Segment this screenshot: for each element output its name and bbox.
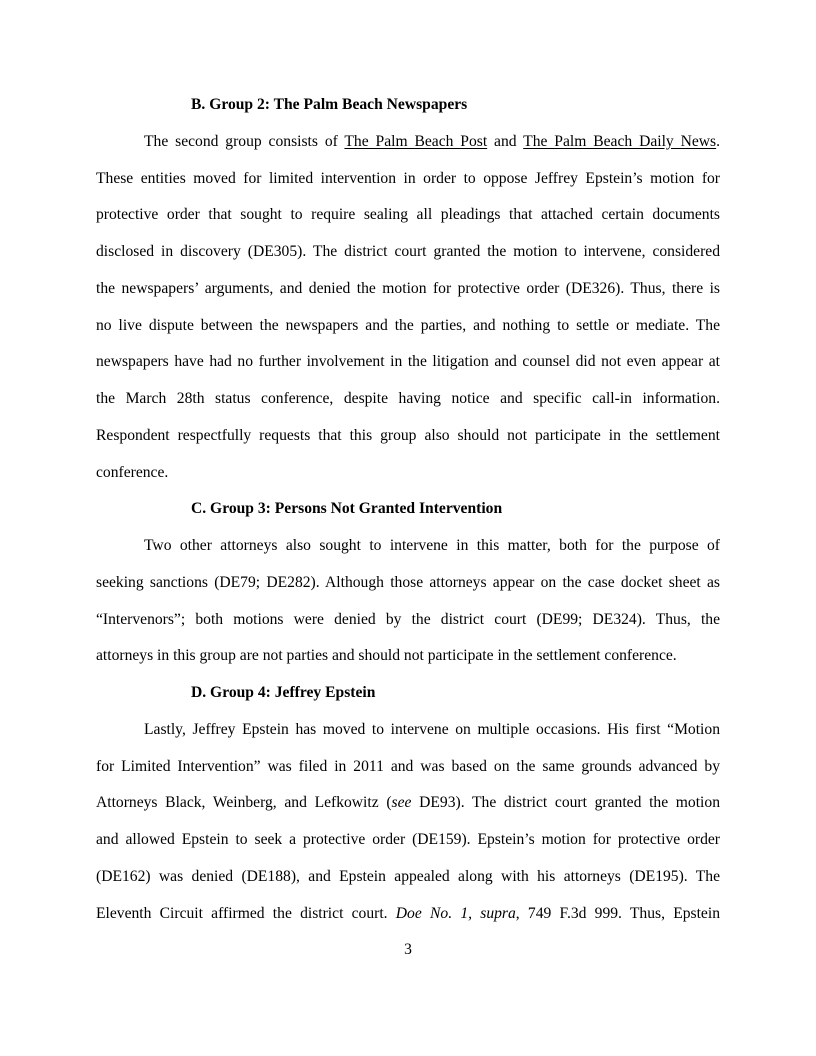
paragraph-line	[96, 242, 720, 262]
text-run: newspapers have had no further involvement in the litigation and counsel did not even appear at	[96, 353, 720, 371]
paragraph-line	[96, 205, 720, 225]
underlined-title: The Palm Beach Daily News	[523, 132, 717, 150]
paragraph-line	[96, 646, 720, 666]
paragraph-line	[144, 536, 720, 556]
paragraph-line	[96, 573, 720, 593]
text-run: , 749 F.3d 999. Thus, Epstein	[515, 904, 720, 922]
text-run: Two other attorneys also sought to intervene in this matter, both for the purpose of	[144, 537, 720, 554]
underlined-title: The Palm Beach Post	[344, 132, 488, 150]
paragraph-line	[96, 169, 720, 189]
paragraph-line	[96, 316, 720, 336]
text-run: “Intervenors”; both motions were denied by the district court (DE99; DE324). Thus, the	[96, 610, 720, 628]
text-run: Eleventh Circuit affirmed the district court.	[96, 904, 396, 922]
paragraph-line	[96, 279, 720, 299]
paragraph-line	[96, 793, 720, 813]
paragraph-line	[96, 867, 720, 887]
paragraph-line	[96, 830, 720, 850]
paragraph-line	[96, 610, 720, 630]
page-number: 3	[404, 941, 412, 958]
text-run: The second group consists of	[144, 132, 345, 150]
text-run: disclosed in discovery (DE305). The district court granted the motion to intervene, considered	[96, 243, 720, 260]
section-heading: B. Group 2: The Palm Beach Newspapers	[191, 96, 468, 113]
text-run: and allowed Epstein to seek a protective order (DE159). Epstein’s motion for protective order	[96, 831, 720, 848]
text-run: (DE162) was denied (DE188), and Epstein appealed along with his attorneys (DE195). The	[96, 867, 720, 885]
section-heading: C. Group 3: Persons Not Granted Intervention	[191, 500, 503, 518]
text-run: the newspapers’ arguments, and denied the motion for protective order (DE326). Thus, there is	[96, 279, 720, 297]
paragraph-line	[144, 720, 720, 740]
text-run: Lastly, Jeffrey Epstein has moved to intervene on multiple occasions. His first “Motion	[144, 720, 720, 738]
italic-citation: see	[391, 794, 412, 812]
text-run: conference.	[96, 463, 169, 481]
text-run: no live dispute between the newspapers and the parties, and nothing to settle or mediate. The	[96, 316, 720, 334]
paragraph-line	[96, 904, 720, 924]
text-run: and	[487, 132, 524, 150]
text-run: protective order that sought to require sealing all pleadings that attached certain documents	[96, 206, 720, 224]
section-heading: D. Group 4: Jeffrey Epstein	[191, 684, 376, 701]
paragraph-line	[96, 463, 720, 483]
text-run: attorneys in this group are not parties and should not participate in the settlement conference.	[96, 647, 677, 665]
text-run: DE93). The district court granted the motion	[411, 794, 720, 812]
text-run: These entities moved for limited intervention in order to oppose Jeffrey Epstein’s motion for	[96, 169, 720, 187]
paragraph-line	[96, 426, 720, 446]
paragraph-line	[96, 757, 720, 777]
text-run: Respondent respectfully requests that this group also should not participate in the settlement	[96, 426, 720, 444]
text-run: the March 28th status conference, despite having notice and specific call-in information.	[96, 390, 720, 407]
paragraph-line	[96, 389, 720, 409]
text-run: for Limited Intervention” was filed in 2011 and was based on the same grounds advanced by	[96, 757, 720, 775]
italic-citation: Doe No. 1, supra	[395, 904, 516, 922]
text-run: seeking sanctions (DE79; DE282). Although those attorneys appear on the case docket sheet as	[96, 573, 720, 591]
text-run: Attorneys Black, Weinberg, and Lefkowitz (	[96, 794, 392, 812]
text-run: .	[716, 132, 721, 150]
paragraph-line	[96, 352, 720, 372]
paragraph-line	[144, 132, 720, 152]
